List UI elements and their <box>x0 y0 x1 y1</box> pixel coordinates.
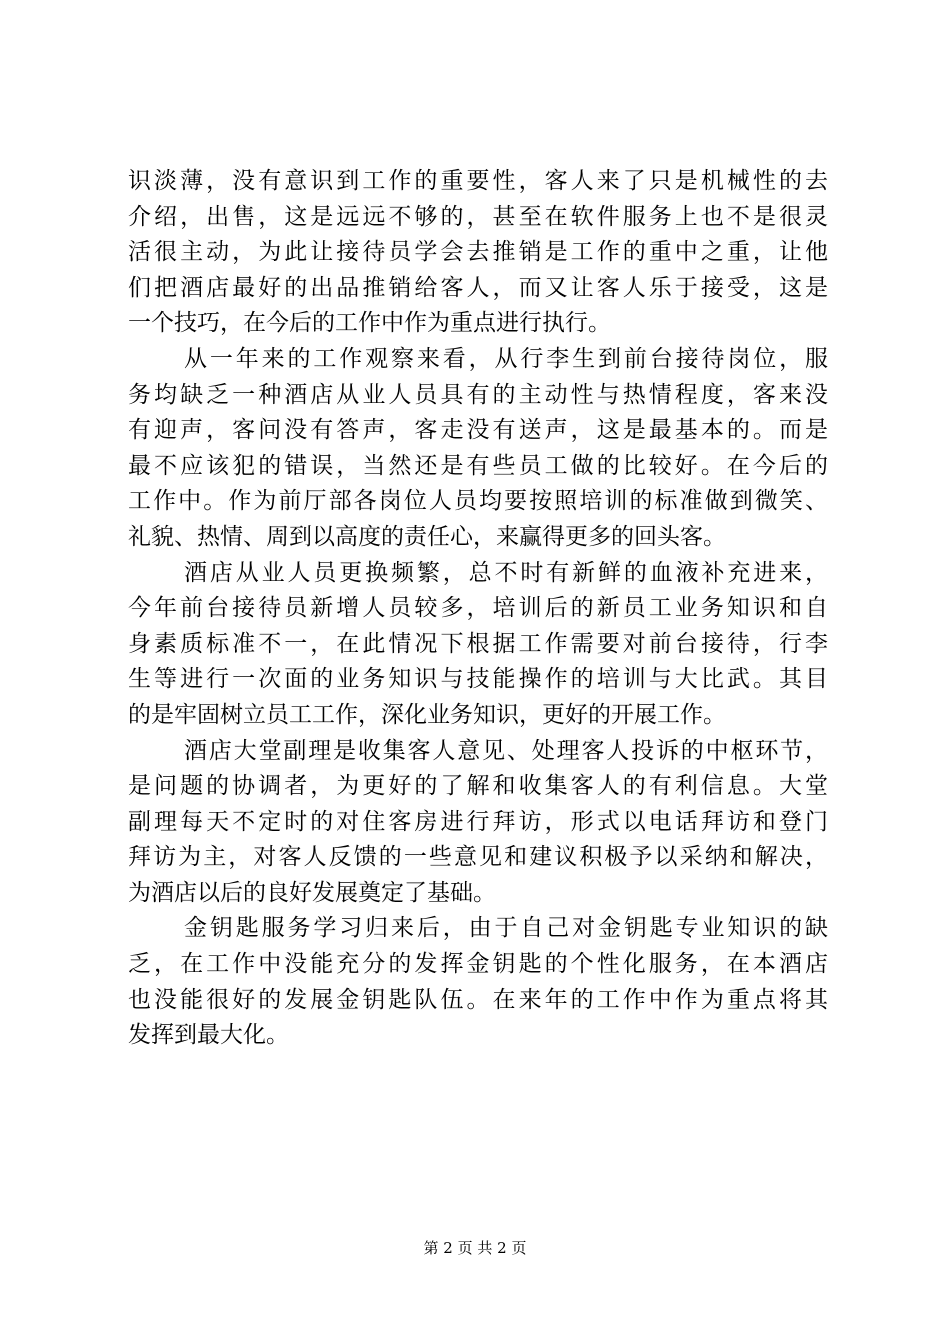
text-line: 酒店大堂副理是收集客人意见、处理客人投诉的中枢环节， <box>184 737 828 764</box>
text-line: 介绍，出售，这是远远不够的，甚至在软件服务上也不是很灵 <box>128 203 828 230</box>
paragraph-5 <box>128 911 828 1053</box>
page-number-footer: 第 2 页 共 2 页 <box>423 1239 527 1257</box>
text-line: 金钥匙服务学习归来后，由于自己对金钥匙专业知识的缺 <box>184 915 828 942</box>
text-line: 副理每天不定时的对住客房进行拜访，形式以电话拜访和登门 <box>128 808 828 835</box>
text-line: 务均缺乏一种酒店从业人员具有的主动性与热情程度，客来没 <box>128 381 828 408</box>
text-line: 发挥到最大化。 <box>128 1022 289 1049</box>
text-line: 最不应该犯的错误，当然还是有些员工做的比较好。在今后的 <box>128 452 828 479</box>
paragraph-1 <box>128 164 828 342</box>
text-line: 礼貌、热情、周到以高度的责任心，来赢得更多的回头客。 <box>128 523 726 550</box>
text-line: 生等进行一次面的业务知识与技能操作的培训与大比武。其目 <box>128 666 828 693</box>
text-line: 今年前台接待员新增人员较多，培训后的新员工业务知识和自 <box>128 595 828 622</box>
text-line: 从一年来的工作观察来看，从行李生到前台接待岗位，服 <box>184 345 828 372</box>
text-line: 工作中。作为前厅部各岗位人员均要按照培训的标准做到微笑、 <box>128 488 828 515</box>
text-line: 酒店从业人员更换频繁，总不时有新鲜的血液补充进来， <box>184 559 828 586</box>
text-line: 的是牢固树立员工工作，深化业务知识，更好的开展工作。 <box>128 701 726 728</box>
text-line: 活很主动，为此让接待员学会去推销是工作的重中之重，让他 <box>128 239 828 266</box>
text-line: 为酒店以后的良好发展奠定了基础。 <box>128 879 496 906</box>
paragraph-3 <box>128 556 828 734</box>
text-line: 乏，在工作中没能充分的发挥金钥匙的个性化服务，在本酒店 <box>128 951 828 978</box>
document-body <box>128 164 828 1054</box>
text-line: 一个技巧，在今后的工作中作为重点进行执行。 <box>128 310 611 337</box>
text-line: 有迎声，客问没有答声，客走没有送声，这是最基本的。而是 <box>128 417 828 444</box>
paragraph-4 <box>128 734 828 912</box>
text-line: 是问题的协调者，为更好的了解和收集客人的有利信息。大堂 <box>128 773 828 800</box>
text-line: 识淡薄，没有意识到工作的重要性，客人来了只是机械性的去 <box>128 168 828 194</box>
text-line: 身素质标准不一，在此情况下根据工作需要对前台接待，行李 <box>128 630 828 657</box>
text-line: 也没能很好的发展金钥匙队伍。在来年的工作中作为重点将其 <box>128 986 828 1013</box>
text-line: 们把酒店最好的出品推销给客人，而又让客人乐于接受，这是 <box>128 274 828 301</box>
paragraph-2 <box>128 342 828 556</box>
text-line: 拜访为主，对客人反馈的一些意见和建议积极予以采纳和解决， <box>128 844 828 871</box>
